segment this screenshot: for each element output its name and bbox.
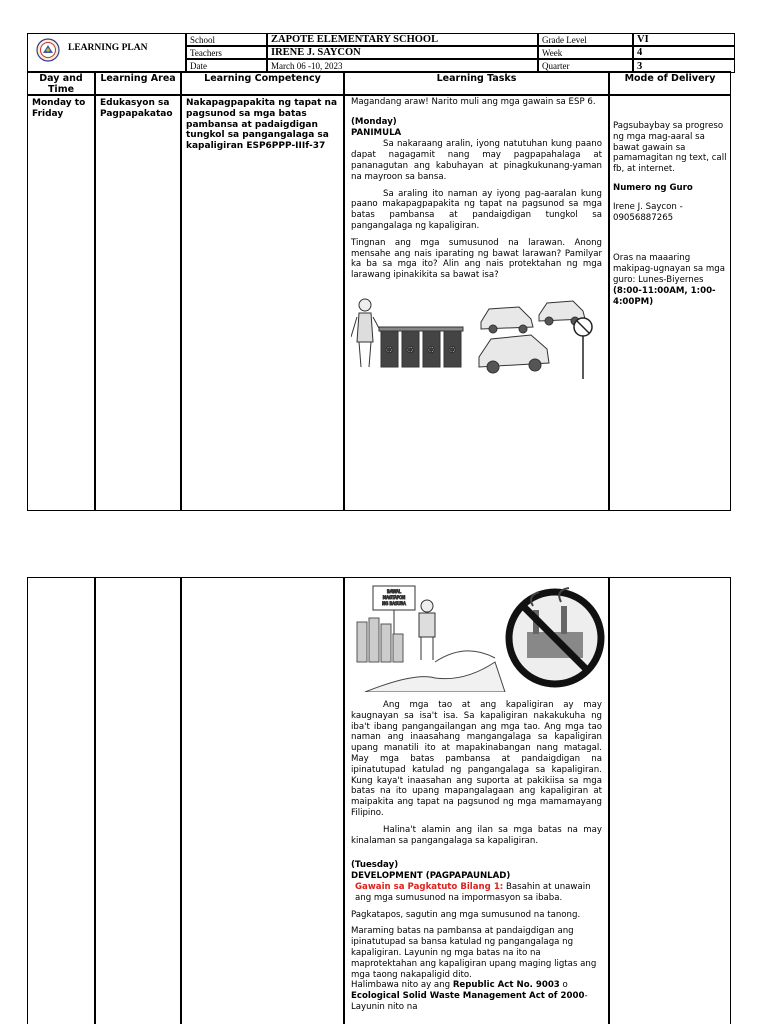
area-cell-2 xyxy=(95,577,181,1024)
hills xyxy=(435,651,495,662)
deped-logo xyxy=(27,33,186,73)
grade-label: Grade Level xyxy=(538,33,633,46)
river xyxy=(365,662,505,692)
tasks-cell-2 xyxy=(344,577,609,1024)
recycling-bins xyxy=(379,327,463,367)
header xyxy=(27,33,735,73)
environment-illustration xyxy=(355,582,605,692)
contact-hours-text: Oras na maaaring makipag-ugnayan sa mga guro: Lunes-Biyernes xyxy=(613,253,725,285)
quarter-value: 3 xyxy=(633,59,735,73)
mode-monitoring-text: Pagsubaybay sa progreso ng mga mag-aaral sa bawat gawain sa pamamagitan ng text, call fb, at internet. xyxy=(613,121,727,175)
intro-paragraph-3: Tingnan ang mga sumusunod na larawan. Anong mensahe ang nais iparating ng bawat larawan? Pamilyar ka ba sa mga ito? Alin ang nais protektahan ng mga larawang ipinakikita sa bawat isa? xyxy=(351,237,602,281)
trees xyxy=(357,618,403,662)
tuesday-label: (Tuesday) xyxy=(351,860,399,871)
week-label: Week xyxy=(538,46,633,59)
numero-ng-guro-label: Numero ng Guro xyxy=(613,182,693,193)
col-learning-tasks: Learning Tasks xyxy=(344,71,609,95)
day-cell: Monday to Friday xyxy=(27,95,95,511)
learning-plan-table-1 xyxy=(27,71,731,511)
laws-paragraph: Maraming batas na pambansa at pandaigdigan ang ipinatutupad sa bansa katulad ng pangangalaga ng kapaligiran. Layunin ng mga batas na ito na maprotektahan ang kapaligiran upang maging ligtas ang mga taong nakapaligid dito. xyxy=(351,926,597,980)
plan-title: LEARNING PLAN xyxy=(68,43,148,53)
gawain-1-text: Basahin at unawain ang mga sumusunod na impormasyon sa ibaba. xyxy=(355,881,591,903)
ra-conjunction: o xyxy=(559,980,568,991)
gawain-1-label: Gawain sa Pagkatuto Bilang 1: xyxy=(355,881,504,892)
col-day-time: Day and Time xyxy=(27,71,95,95)
learning-plan-table-2 xyxy=(27,577,731,1024)
body-paragraph-2: Halina't alamin ang ilan sa mga batas na may kinalaman sa pangangalaga sa kapaligiran. xyxy=(351,824,602,846)
col-mode-delivery: Mode of Delivery xyxy=(609,71,731,95)
seal-icon xyxy=(36,38,60,62)
area-cell: Edukasyon sa Pagpapakatao xyxy=(95,95,181,511)
mode-cell-2 xyxy=(609,577,731,1024)
ra-continuation: - Layunin nito na xyxy=(351,991,588,1012)
intro-paragraph-1: Sa nakaraang aralin, iyong natutuhan kung paano dapat nagagamit nang may pagpapahalaga at pananagutan ang kabuhayan at pinagkukunang-yaman na mayroon sa bansa. xyxy=(351,139,602,182)
school-value: ZAPOTE ELEMENTARY SCHOOL xyxy=(267,33,538,46)
competency-cell: Nakapagpapakita ng tapat na pagsunod sa mga batas pambansa at padaigdigan tungkol sa pangangalaga sa kapaligiran ESP6PPP-IIIf-37 xyxy=(181,95,344,511)
mode-cell xyxy=(609,95,731,511)
greeting-text: Magandang araw! Narito muli ang mga gawain sa ESP 6. xyxy=(351,97,596,107)
date-label: Date xyxy=(186,59,267,73)
svg-text:NG BASURA: NG BASURA xyxy=(382,601,406,606)
cars xyxy=(479,301,585,373)
svg-text:MAGTAPON: MAGTAPON xyxy=(382,595,406,600)
panimula-heading: PANIMULA xyxy=(351,127,402,138)
svg-text:♻: ♻ xyxy=(384,345,394,356)
ra-intro: Halimbawa nito ay ang xyxy=(351,980,453,991)
ra-number: Republic Act No. 9003 xyxy=(452,980,560,991)
teacher-value: IRENE J. SAYCON xyxy=(267,46,538,59)
date-value: March 06 -10, 2023 xyxy=(267,59,538,73)
week-value: 4 xyxy=(633,46,735,59)
teachers-label: Teachers xyxy=(186,46,267,59)
no-entry-sign-icon xyxy=(574,318,592,379)
school-label: School xyxy=(186,33,267,46)
competency-cell-2 xyxy=(181,577,344,1024)
contact-hours-time: (8:00-11:00AM, 1:00-4:00PM) xyxy=(613,285,716,307)
body-paragraph-1: Ang mga tao at ang kapaligiran ay may kaugnayan sa isa't isa. Sa kapaligiran nakakukuha ng iba't ibang pangangailangan ang mga tao. Ang mga tao naman ang inaasahang mangangalaga sa kapaligiran upang manatili ito at mapakinabangan nang matagal. May mga batas pambansa at pandaigdigan na ipinatutupad katulad ng pangangalaga sa kapaligiran. Kung kaya't inaasahan ang suporta at pakikiisa sa mga batas na ito upang mapangalagaan ang kapaligiran at maipakita ang tapat na pagsunod ng mga mamamayang Filipino. xyxy=(351,700,602,818)
tasks-cell xyxy=(344,95,609,511)
development-heading: DEVELOPMENT (PAGPAPAUNLAD) xyxy=(351,871,511,882)
contact-hours xyxy=(613,253,727,307)
col-learning-area: Learning Area xyxy=(95,71,181,95)
boy-figure xyxy=(419,600,435,660)
ra-title: Ecological Solid Waste Management Act of 2000 xyxy=(351,991,585,1002)
col-learning-competency: Learning Competency xyxy=(181,71,344,95)
teacher-contact: Irene J. Saycon - 09056887265 xyxy=(613,201,683,223)
ra-paragraph xyxy=(351,980,602,1012)
woman-figure xyxy=(351,299,381,367)
day-cell-2 xyxy=(27,577,95,1024)
svg-text:♻: ♻ xyxy=(447,345,457,356)
recycling-cars-illustration xyxy=(351,287,601,387)
intro-paragraph-2: Sa araling ito naman ay iyong pag-aaralan kung paano makapagpapakita ng tapat na pagsunod sa mga batas pambansa at pandaigdigan tungkol sa pangangalaga ng kapaligiran. xyxy=(351,188,602,231)
svg-text:♻: ♻ xyxy=(426,345,436,356)
gawain-1-paragraph xyxy=(351,882,602,904)
quarter-label: Quarter xyxy=(538,59,633,73)
svg-text:♻: ♻ xyxy=(405,345,415,356)
instruction-paragraph: Pagkatapos, sagutin ang mga sumusunod na tanong. xyxy=(351,909,581,920)
monday-label: (Monday) xyxy=(351,116,397,127)
svg-text:BAWAL: BAWAL xyxy=(387,589,401,594)
no-pollution-icon xyxy=(509,588,601,684)
grade-value: VI xyxy=(633,33,735,46)
